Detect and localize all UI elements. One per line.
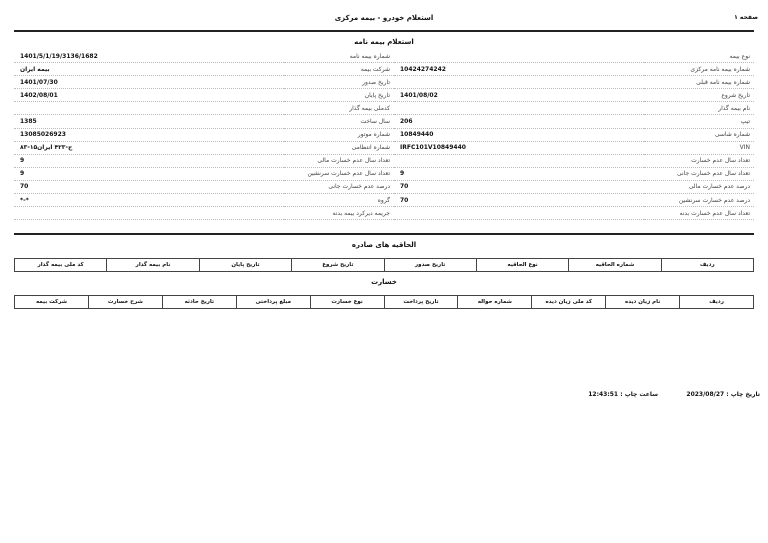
document-title: استعلام خودرو - بیمه مرکزی	[334, 14, 434, 22]
policy-row	[14, 207, 754, 220]
policy-value: 70	[394, 180, 644, 193]
policy-value: 1402/08/01	[14, 89, 284, 102]
policy-value	[394, 102, 644, 115]
policy-label: سال ساخت	[284, 115, 394, 128]
policy-value: 13085026923	[14, 128, 284, 141]
policy-label: گروه	[284, 194, 394, 207]
header-divider	[14, 30, 754, 32]
policy-row	[14, 63, 754, 76]
policy-label: شماره شاسی	[644, 128, 754, 141]
policy-value: 9	[394, 167, 644, 180]
policy-value: *-*	[14, 194, 284, 207]
column-header: شرح خسارت	[88, 296, 162, 309]
policy-value: 10424274242	[394, 63, 644, 76]
policy-row	[14, 128, 754, 141]
column-header: شماره حواله	[458, 296, 532, 309]
policy-row	[14, 50, 754, 63]
policy-label: جریمه دیرکرد بیمه بدنه	[284, 207, 394, 220]
policy-value	[394, 207, 644, 220]
policy-row	[14, 180, 754, 193]
print-time: 12:43:51	[588, 391, 619, 398]
column-header: نام بیمه گذار	[107, 259, 199, 272]
policy-value	[14, 207, 284, 220]
policy-label: شماره موتور	[284, 128, 394, 141]
policy-row	[14, 141, 754, 154]
policy-label: VIN	[644, 141, 754, 154]
endorsements-header-row	[15, 259, 754, 272]
policy-details-table	[14, 50, 754, 220]
policy-label: کدملی بیمه گذار	[284, 102, 394, 115]
policy-value: بیمه ایران	[14, 63, 284, 76]
policy-row	[14, 89, 754, 102]
policy-value	[394, 76, 644, 89]
policy-value: 70	[394, 194, 644, 207]
damages-section-title: خسارت	[371, 278, 397, 286]
endorsements-section-title: الحاقیه های صادره	[351, 241, 417, 249]
policy-label: درصد عدم خسارت سرنشین	[644, 194, 754, 207]
policy-row	[14, 194, 754, 207]
column-header: نوع الحاقیه	[476, 259, 568, 272]
column-header: تاریخ پرداخت	[384, 296, 458, 309]
damages-table	[14, 295, 754, 309]
column-header: مبلغ پرداختی	[236, 296, 310, 309]
policy-row	[14, 115, 754, 128]
print-date-label: تاریخ چاپ :	[726, 391, 760, 398]
print-time-group	[588, 391, 658, 398]
policy-label: درصد عدم خسارت جانی	[284, 180, 394, 193]
policy-divider	[14, 233, 754, 235]
policy-value: 1401/5/1/19/3136/1682	[14, 50, 284, 63]
policy-label: نام بیمه گذار	[644, 102, 754, 115]
policy-label: شماره بیمه نامه	[284, 50, 394, 63]
policy-row	[14, 102, 754, 115]
column-header: نام زیان دیده	[606, 296, 680, 309]
policy-value	[394, 154, 644, 167]
policy-value: 9	[14, 154, 284, 167]
policy-row	[14, 76, 754, 89]
policy-row	[14, 167, 754, 180]
policy-label: شماره انتظامی	[284, 141, 394, 154]
policy-value	[14, 102, 284, 115]
print-date: 2023/08/27	[686, 391, 725, 398]
policy-value: 70	[14, 180, 284, 193]
policy-value: 9	[14, 167, 284, 180]
column-header: تاریخ شروع	[292, 259, 384, 272]
policy-label: شماره بیمه نامه مرکزی	[644, 63, 754, 76]
column-header: تاریخ پایان	[199, 259, 291, 272]
print-date-group	[686, 391, 760, 398]
policy-label: تاریخ صدور	[284, 76, 394, 89]
column-header: شماره الحاقیه	[569, 259, 661, 272]
page-number: صفحه ۱	[734, 14, 758, 21]
policy-label: تعداد سال عدم خسارت مالی	[284, 154, 394, 167]
policy-label: تعداد سال عدم خسارت سرنشین	[284, 167, 394, 180]
policy-label: تعداد سال عدم خسارت بدنه	[644, 207, 754, 220]
column-header: کد ملی بیمه گذار	[15, 259, 107, 272]
policy-value: 1401/08/02	[394, 89, 644, 102]
column-header: تاریخ صدور	[384, 259, 476, 272]
policy-label: نوع بیمه	[644, 50, 754, 63]
policy-section-title: استعلام بیمه نامه	[354, 38, 414, 46]
policy-value: ۸۳-ج-۴۲۳ ایران۱۵	[14, 141, 284, 154]
policy-value: 1385	[14, 115, 284, 128]
policy-label: شرکت بیمه	[284, 63, 394, 76]
damages-header-row	[15, 296, 754, 309]
print-time-label: ساعت چاپ :	[620, 391, 658, 398]
policy-value: 206	[394, 115, 644, 128]
policy-label: تاریخ پایان	[284, 89, 394, 102]
policy-label: شماره بیمه نامه قبلی	[644, 76, 754, 89]
policy-row	[14, 154, 754, 167]
column-header: ردیف	[661, 259, 753, 272]
policy-label: تعداد سال عدم خسارت	[644, 154, 754, 167]
policy-label: درصد عدم خسارت مالی	[644, 180, 754, 193]
policy-label: تعداد سال عدم خسارت جانی	[644, 167, 754, 180]
column-header: شرکت بیمه	[15, 296, 89, 309]
endorsements-table	[14, 258, 754, 272]
column-header: نوع خسارت	[310, 296, 384, 309]
column-header: ردیف	[680, 296, 754, 309]
policy-value: IRFC101V10849440	[394, 141, 644, 154]
report-header	[10, 10, 758, 26]
policy-label: تاریخ شروع	[644, 89, 754, 102]
policy-value	[394, 50, 644, 63]
policy-value: 10849440	[394, 128, 644, 141]
column-header: تاریخ حادثه	[162, 296, 236, 309]
column-header: کد ملی زیان دیده	[532, 296, 606, 309]
policy-label: تیپ	[644, 115, 754, 128]
policy-value: 1401/07/30	[14, 76, 284, 89]
